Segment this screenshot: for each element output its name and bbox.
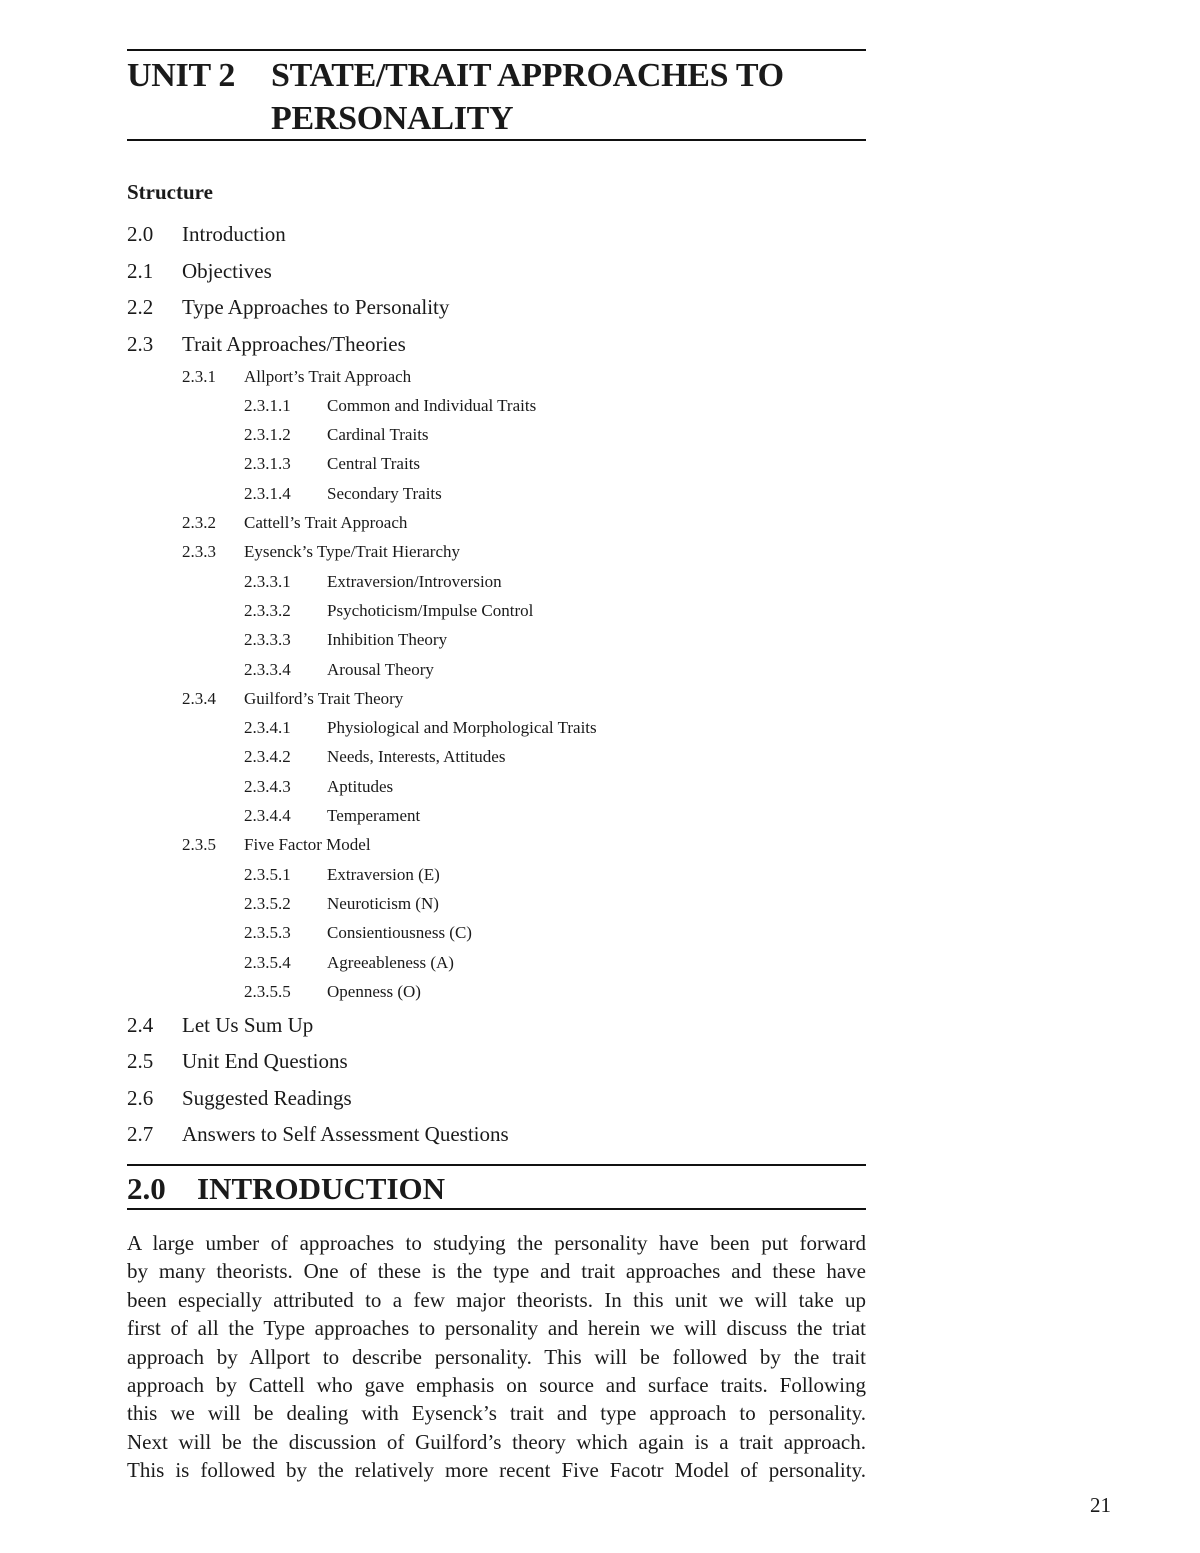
- toc-item-number: 2.3.1.2: [244, 425, 291, 445]
- unit-number: UNIT 2: [127, 57, 236, 94]
- title-top-rule: [127, 49, 866, 51]
- toc-item-text: Consientiousness (C): [327, 923, 472, 943]
- toc-item-number: 2.3.5: [182, 835, 216, 855]
- paragraph-line: this we will be dealing with Eysenck’s trait and type approach to personality.: [127, 1401, 866, 1426]
- toc-item-number: 2.3.1.1: [244, 395, 291, 415]
- toc-item-number: 2.5: [127, 1049, 154, 1074]
- toc-item-text: Answers to Self Assessment Questions: [182, 1122, 509, 1147]
- toc-item-text: Trait Approaches/Theories: [182, 331, 406, 356]
- introduction-paragraph: [127, 1229, 866, 1485]
- page-number: 21: [1090, 1493, 1111, 1517]
- structure-heading: Structure: [127, 180, 213, 204]
- toc-item-text: Unit End Questions: [182, 1049, 348, 1074]
- paragraph-line: been especially attributed to a few major theorists. In this unit we will take up: [127, 1287, 866, 1312]
- toc-item-number: 2.3.4.2: [244, 747, 291, 767]
- paragraph-line: This is followed by the relatively more recent Five Facotr Model of personality.: [127, 1458, 866, 1483]
- toc-item-number: 2.7: [127, 1122, 154, 1147]
- section-number: 2.0: [127, 1171, 166, 1206]
- toc-item-number: 2.1: [127, 258, 154, 283]
- toc-item-number: 2.2: [127, 295, 154, 319]
- section-top-rule: [127, 1164, 866, 1166]
- toc-item-text: Five Factor Model: [244, 835, 371, 855]
- toc-item-text: Extraversion/Introversion: [327, 571, 502, 591]
- toc-item-text: Secondary Traits: [327, 483, 442, 503]
- toc-item-number: 2.3.1.3: [244, 454, 291, 474]
- toc-item-text: Cattell’s Trait Approach: [244, 513, 408, 532]
- toc-item-text: Neuroticism (N): [327, 893, 439, 913]
- toc-item-number: 2.0: [127, 222, 154, 246]
- paragraph-line: by many theorists. One of these is the type and trait approaches and these have: [127, 1259, 866, 1284]
- toc-item-number: 2.3.2: [182, 513, 216, 532]
- toc-item-text: Arousal Theory: [327, 659, 434, 679]
- toc-item-text: Physiological and Morphological Traits: [327, 718, 597, 738]
- section-bottom-rule: [127, 1208, 866, 1210]
- toc-item-number: 2.3.3.3: [244, 630, 291, 650]
- paragraph-line: approach by Allport to describe personality. This will be followed by the trait: [127, 1344, 866, 1369]
- toc-item-number: 2.3.4.3: [244, 776, 291, 796]
- toc-item-text: Objectives: [182, 258, 272, 283]
- toc-item-number: 2.3.1: [182, 366, 216, 386]
- toc-item-number: 2.3.4: [182, 688, 216, 708]
- toc-item-text: Central Traits: [327, 454, 421, 474]
- toc-item-number: 2.3.5.1: [244, 864, 291, 884]
- paragraph-line: approach by Cattell who gave emphasis on source and surface traits. Following: [127, 1373, 866, 1398]
- title-bottom-rule: [127, 139, 866, 141]
- toc-item-number: 2.3.3.4: [244, 659, 291, 679]
- toc-item-number: 2.3.3: [182, 542, 216, 562]
- toc-item-text: Inhibition Theory: [327, 630, 448, 650]
- toc-item-number: 2.3: [127, 331, 154, 356]
- toc-item-text: Type Approaches to Personality: [182, 295, 450, 319]
- toc-item-text: Introduction: [182, 222, 286, 246]
- toc-item-number: 2.3.4.1: [244, 718, 291, 738]
- toc-item-number: 2.3.1.4: [244, 483, 291, 503]
- toc-item-text: Guilford’s Trait Theory: [244, 688, 404, 708]
- toc-item-text: Aptitudes: [327, 776, 394, 796]
- toc-item-number: 2.4: [127, 1012, 154, 1037]
- unit-title-text: STATE/TRAIT APPROACHES TO PERSONALITY: [271, 57, 784, 137]
- toc-item-number: 2.3.5.5: [244, 981, 291, 1001]
- toc-item-text: Let Us Sum Up: [182, 1012, 314, 1037]
- toc-item-number: 2.3.5.3: [244, 923, 291, 943]
- toc-item-text: Psychoticism/Impulse Control: [327, 600, 534, 620]
- toc-item-text: Agreeableness (A): [327, 952, 454, 972]
- toc-item-text: Cardinal Traits: [327, 425, 429, 445]
- paragraph-line: first of all the Type approaches to personality and herein we will discuss the triat: [127, 1316, 866, 1341]
- toc-item-text: Temperament: [327, 806, 421, 825]
- toc-item-text: Extraversion (E): [327, 864, 440, 884]
- toc-item-text: Suggested Readings: [182, 1085, 352, 1110]
- paragraph-line: A large umber of approaches to studying the personality have been put forward: [127, 1231, 866, 1255]
- paragraph-line: Next will be the discussion of Guilford’s theory which again is a trait approach.: [127, 1429, 866, 1454]
- toc-item-text: Needs, Interests, Attitudes: [327, 747, 506, 767]
- toc-item-text: Common and Individual Traits: [327, 395, 537, 415]
- section-title: INTRODUCTION: [197, 1171, 446, 1206]
- toc-item-text: Eysenck’s Type/Trait Hierarchy: [244, 542, 460, 562]
- toc-item-text: Openness (O): [327, 981, 421, 1001]
- toc-item-number: 2.3.3.1: [244, 571, 291, 591]
- toc-item-number: 2.3.4.4: [244, 806, 291, 825]
- toc-item-text: Allport’s Trait Approach: [244, 366, 412, 386]
- toc-item-number: 2.3.5.4: [244, 952, 291, 972]
- toc-item-number: 2.6: [127, 1085, 154, 1110]
- toc-item-number: 2.3.3.2: [244, 600, 291, 620]
- toc-item-number: 2.3.5.2: [244, 893, 291, 913]
